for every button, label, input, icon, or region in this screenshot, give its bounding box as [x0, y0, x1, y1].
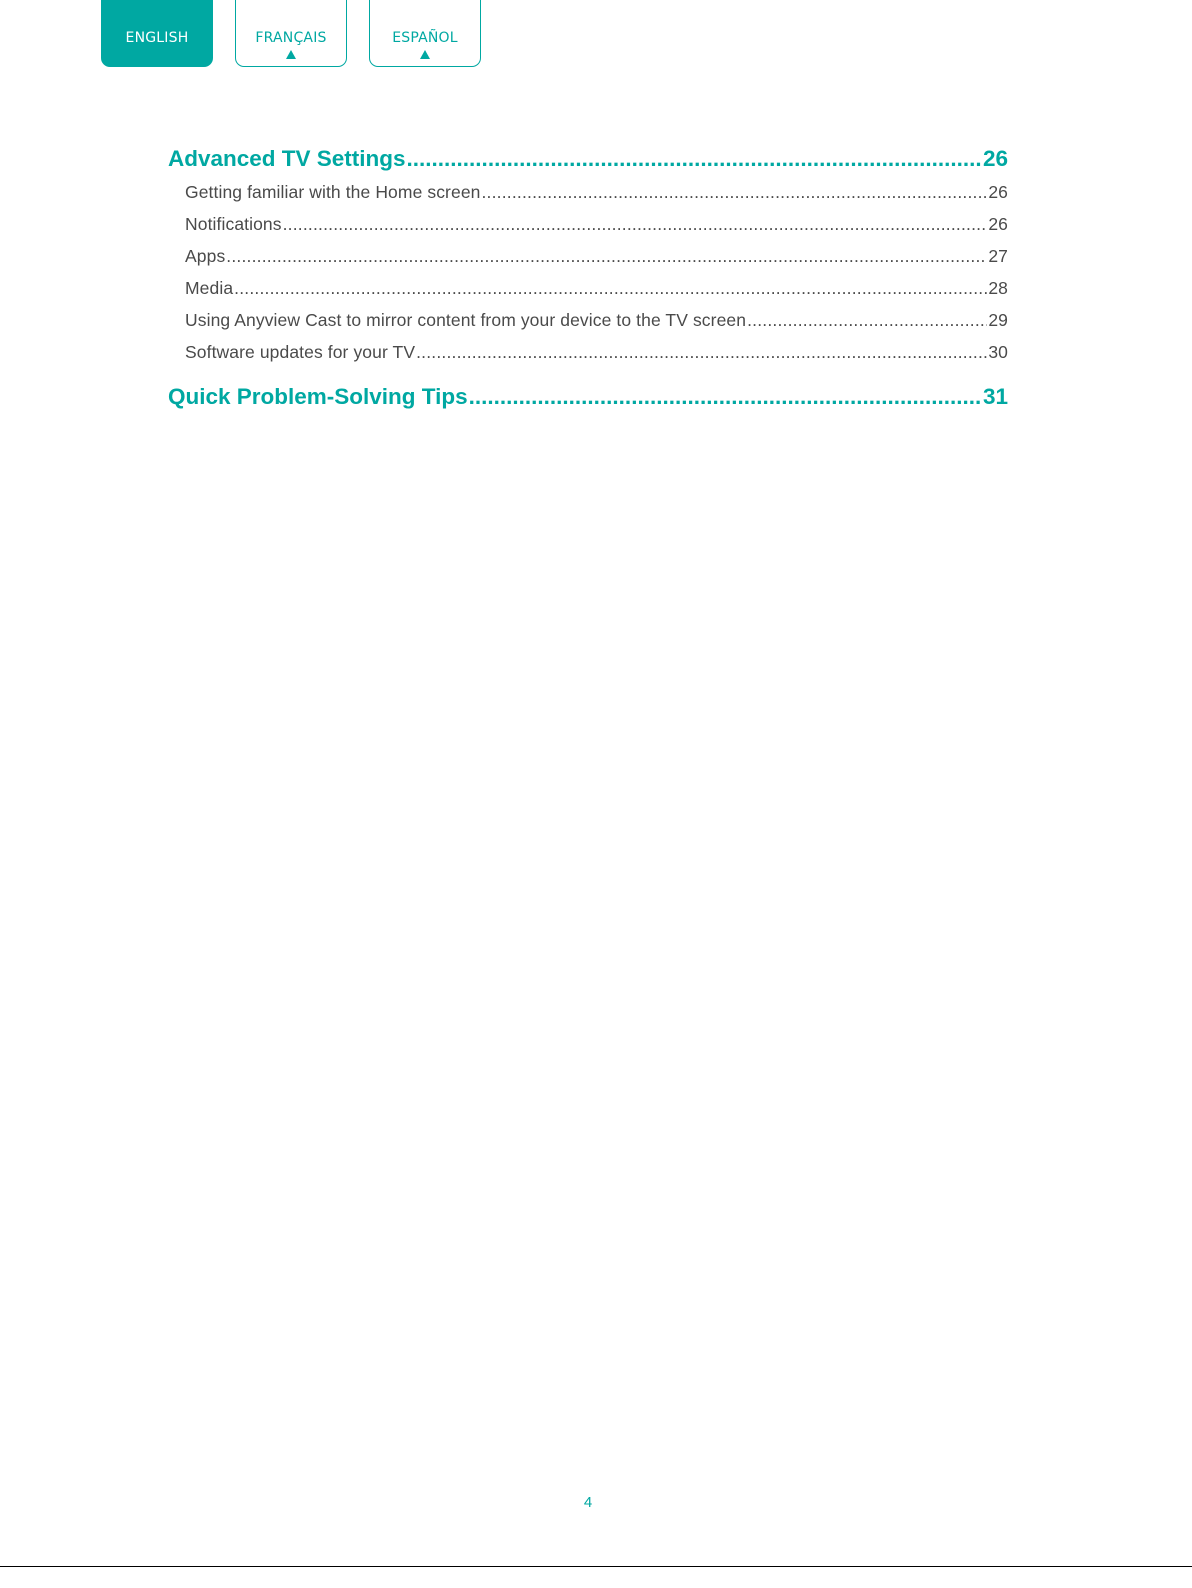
- toc-dot-leader: [469, 380, 982, 414]
- tab-espanol[interactable]: [369, 0, 481, 67]
- section-spacer: [168, 368, 1008, 380]
- toc-entry-title: Media: [185, 278, 234, 298]
- toc-entry-notifications[interactable]: [185, 208, 1008, 240]
- toc-dot-leader: [283, 208, 988, 240]
- tab-english[interactable]: [101, 0, 213, 67]
- toc-page-number: 27: [988, 246, 1008, 266]
- toc-entry-title: Notifications: [185, 214, 282, 234]
- toc-dot-leader: [234, 272, 987, 304]
- toc-page-number: 30: [988, 342, 1008, 362]
- toc-entry-software-updates[interactable]: [185, 336, 1008, 368]
- tab-francais-label: FRANÇAIS: [255, 30, 327, 46]
- toc-page-number: 28: [988, 278, 1008, 298]
- toc-page-number: 26: [988, 214, 1008, 234]
- toc-entry-apps[interactable]: [185, 240, 1008, 272]
- arrow-up-icon: [286, 50, 296, 59]
- table-of-contents: [168, 142, 1008, 414]
- toc-entry-home-screen[interactable]: [185, 176, 1008, 208]
- toc-entry-anyview-cast[interactable]: [185, 304, 1008, 336]
- toc-entry-title: Using Anyview Cast to mirror content from your device to the TV screen: [185, 310, 747, 330]
- toc-section-quick-problem-solving-tips[interactable]: [168, 380, 1008, 414]
- toc-entry-title: Getting familiar with the Home screen: [185, 182, 481, 202]
- toc-dot-leader: [407, 142, 982, 176]
- arrow-up-icon: [420, 50, 430, 59]
- toc-page-number: 26: [988, 182, 1008, 202]
- toc-page-number: 31: [982, 384, 1008, 409]
- toc-entry-media[interactable]: [185, 272, 1008, 304]
- tab-english-label: ENGLISH: [125, 30, 189, 46]
- toc-section-advanced-tv-settings[interactable]: [168, 142, 1008, 176]
- toc-section-title: Quick Problem-Solving Tips: [168, 384, 468, 409]
- page-number: 4: [583, 1494, 593, 1511]
- toc-entry-title: Software updates for your TV: [185, 342, 416, 362]
- toc-section-title: Advanced TV Settings: [168, 146, 406, 171]
- toc-dot-leader: [481, 176, 987, 208]
- bottom-rule: [0, 1566, 1192, 1567]
- toc-page-number: 29: [988, 310, 1008, 330]
- toc-page-number: 26: [982, 146, 1008, 171]
- tab-espanol-label: ESPAÑOL: [392, 30, 458, 46]
- tab-francais[interactable]: [235, 0, 347, 67]
- toc-entry-title: Apps: [185, 246, 226, 266]
- toc-dot-leader: [416, 336, 987, 368]
- toc-dot-leader: [226, 240, 987, 272]
- toc-dot-leader: [747, 304, 987, 336]
